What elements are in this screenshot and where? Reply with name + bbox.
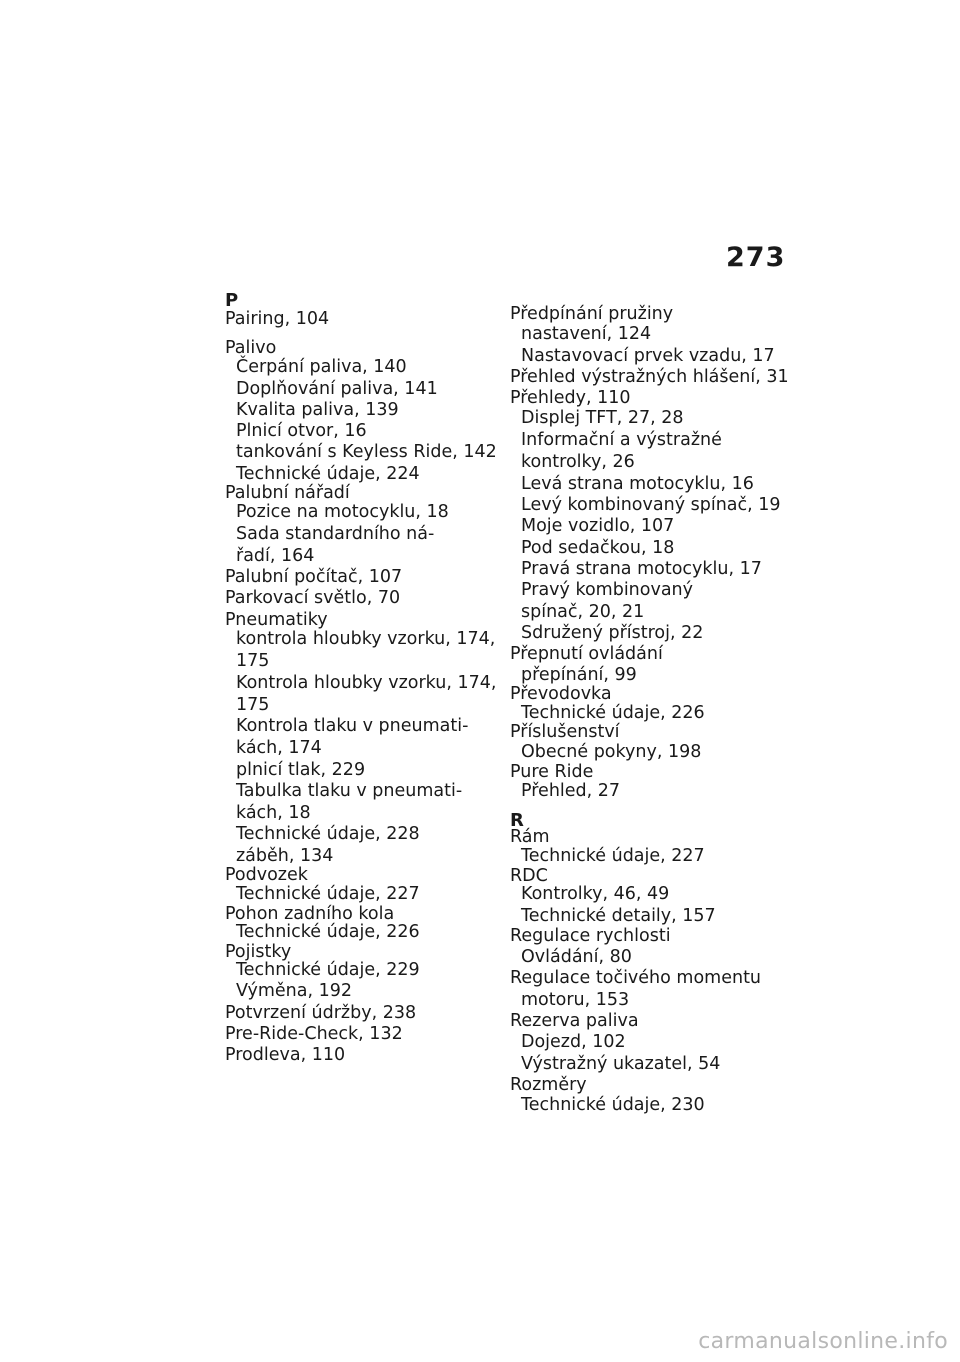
index-subentry: Moje vozidlo, 107 <box>521 516 675 536</box>
index-entry: Rám <box>510 827 550 847</box>
index-subentry: Pod sedačkou, 18 <box>521 538 675 558</box>
index-letter-heading: P <box>225 290 239 311</box>
index-entry: Přehled výstražných hlášení, 31 <box>510 367 789 387</box>
index-subentry: Doplňování paliva, 141 <box>236 379 438 399</box>
index-subentry: Kvalita paliva, 139 <box>236 400 399 420</box>
page-number: 273 <box>726 242 786 273</box>
index-subentry: kontrolky, 26 <box>521 452 635 472</box>
index-subentry: Technické údaje, 227 <box>521 846 705 866</box>
index-entry: Předpínání pružiny <box>510 304 674 324</box>
index-entry: Přepnutí ovládání <box>510 644 663 664</box>
index-subentry: 175 <box>236 695 270 715</box>
index-entry: Parkovací světlo, 70 <box>225 588 401 608</box>
index-entry: RDC <box>510 866 548 886</box>
index-entry: Příslušenství <box>510 722 620 742</box>
index-entry: Palubní nářadí <box>225 483 350 503</box>
index-subentry: Přehled, 27 <box>521 781 621 801</box>
index-subentry: Technické údaje, 229 <box>236 960 420 980</box>
index-subentry: Čerpání paliva, 140 <box>236 357 407 377</box>
watermark-text: carmanualsonline.info <box>698 1329 948 1354</box>
index-entry: Palubní počítač, 107 <box>225 567 403 587</box>
index-entry: Prodleva, 110 <box>225 1045 346 1065</box>
index-subentry: Technické údaje, 224 <box>236 464 420 484</box>
index-subentry: tankování s Keyless Ride, 142 <box>236 442 497 462</box>
index-subentry: kách, 18 <box>236 803 311 823</box>
index-entry: Pre-Ride-Check, 132 <box>225 1024 403 1044</box>
index-subentry: Kontrola tlaku v pneumati- <box>236 716 469 736</box>
index-subentry: záběh, 134 <box>236 846 334 866</box>
index-subentry: Displej TFT, 27, 28 <box>521 408 684 428</box>
index-subentry: Technické detaily, 157 <box>521 906 716 926</box>
index-subentry: plnicí tlak, 229 <box>236 760 366 780</box>
index-entry: Pohon zadního kola <box>225 904 395 924</box>
index-subentry: Sada standardního ná- <box>236 524 435 544</box>
index-subentry: Informační a výstražné <box>521 430 722 450</box>
index-subentry: Nastavovací prvek vzadu, 17 <box>521 346 775 366</box>
index-entry: Rezerva paliva <box>510 1011 639 1031</box>
index-subentry: Levá strana motocyklu, 16 <box>521 474 754 494</box>
index-subentry: motoru, 153 <box>521 990 630 1010</box>
index-subentry: řadí, 164 <box>236 546 315 566</box>
index-entry: Rozměry <box>510 1075 587 1095</box>
index-letter-heading: R <box>510 810 524 831</box>
index-entry: Přehledy, 110 <box>510 388 631 408</box>
index-subentry: Kontrolky, 46, 49 <box>521 884 670 904</box>
index-entry: Převodovka <box>510 684 612 704</box>
index-subentry: kách, 174 <box>236 738 322 758</box>
index-entry: Podvozek <box>225 865 308 885</box>
index-entry: Potvrzení údržby, 238 <box>225 1003 417 1023</box>
index-subentry: Plnicí otvor, 16 <box>236 421 367 441</box>
index-entry: Pojistky <box>225 942 292 962</box>
index-subentry: nastavení, 124 <box>521 324 652 344</box>
index-subentry: kontrola hloubky vzorku, 174, <box>236 629 496 649</box>
index-subentry: Technické údaje, 226 <box>236 922 420 942</box>
index-entry: Pneumatiky <box>225 610 328 630</box>
index-entry: Regulace rychlosti <box>510 926 671 946</box>
index-subentry: Výstražný ukazatel, 54 <box>521 1054 721 1074</box>
index-entry: Pure Ride <box>510 762 594 782</box>
index-entry: Palivo <box>225 338 277 358</box>
index-subentry: Dojezd, 102 <box>521 1032 626 1052</box>
index-subentry: Pravý kombinovaný <box>521 580 694 600</box>
index-subentry: Technické údaje, 226 <box>521 703 705 723</box>
index-subentry: Levý kombinovaný spínač, 19 <box>521 495 781 515</box>
index-subentry: Kontrola hloubky vzorku, 174, <box>236 673 497 693</box>
index-subentry: 175 <box>236 651 270 671</box>
index-subentry: přepínání, 99 <box>521 665 637 685</box>
index-subentry: Pozice na motocyklu, 18 <box>236 502 449 522</box>
index-subentry: Technické údaje, 228 <box>236 824 420 844</box>
index-subentry: Ovládání, 80 <box>521 947 632 967</box>
index-subentry: spínač, 20, 21 <box>521 602 645 622</box>
index-subentry: Technické údaje, 230 <box>521 1095 705 1115</box>
index-subentry: Pravá strana motocyklu, 17 <box>521 559 762 579</box>
index-entry: Pairing, 104 <box>225 309 330 329</box>
index-subentry: Výměna, 192 <box>236 981 353 1001</box>
index-subentry: Tabulka tlaku v pneumati- <box>236 781 463 801</box>
index-subentry: Obecné pokyny, 198 <box>521 742 702 762</box>
index-subentry: Technické údaje, 227 <box>236 884 420 904</box>
index-entry: Regulace točivého momentu <box>510 968 762 988</box>
index-subentry: Sdružený přístroj, 22 <box>521 623 704 643</box>
